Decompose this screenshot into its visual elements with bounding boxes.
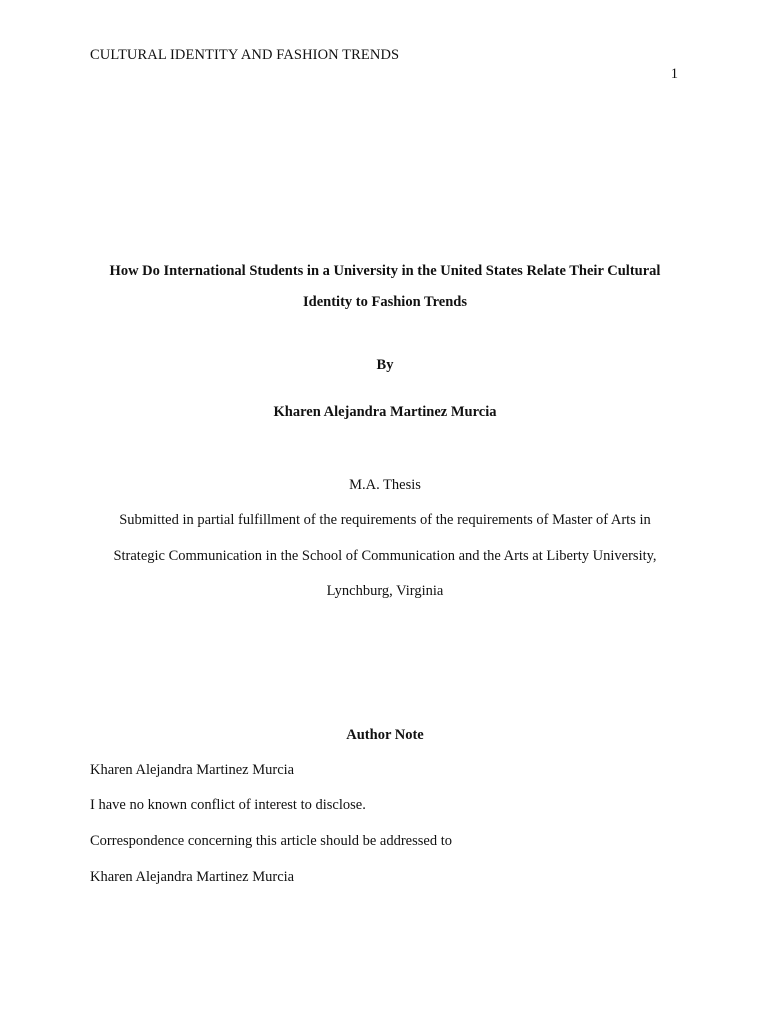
submission-line-1: Submitted in partial fulfillment of the requirements of the requirements of Master of Arts in (119, 512, 651, 528)
title-line-2: Identity to Fashion Trends (303, 294, 467, 310)
correspondence-name: Kharen Alejandra Martinez Murcia (90, 869, 295, 885)
byline-by: By (376, 357, 394, 373)
submission-location: Lynchburg, Virginia (326, 583, 444, 599)
conflict-statement: I have no known conflict of interest to disclose. (90, 797, 366, 813)
correspondence-statement: Correspondence concerning this article should be addressed to (90, 833, 452, 849)
author-note-heading: Author Note (346, 727, 424, 743)
degree-label: M.A. Thesis (349, 477, 421, 493)
running-head: CULTURAL IDENTITY AND FASHION TRENDS (90, 47, 400, 63)
author-note-name: Kharen Alejandra Martinez Murcia (90, 762, 295, 778)
title-line-1: How Do International Students in a University in the United States Relate Their Cultural (109, 263, 661, 279)
author-name: Kharen Alejandra Martinez Murcia (273, 404, 497, 420)
page-number: 1 (670, 66, 678, 82)
submission-line-2: Strategic Communication in the School of Communication and the Arts at Liberty University, (113, 548, 657, 564)
